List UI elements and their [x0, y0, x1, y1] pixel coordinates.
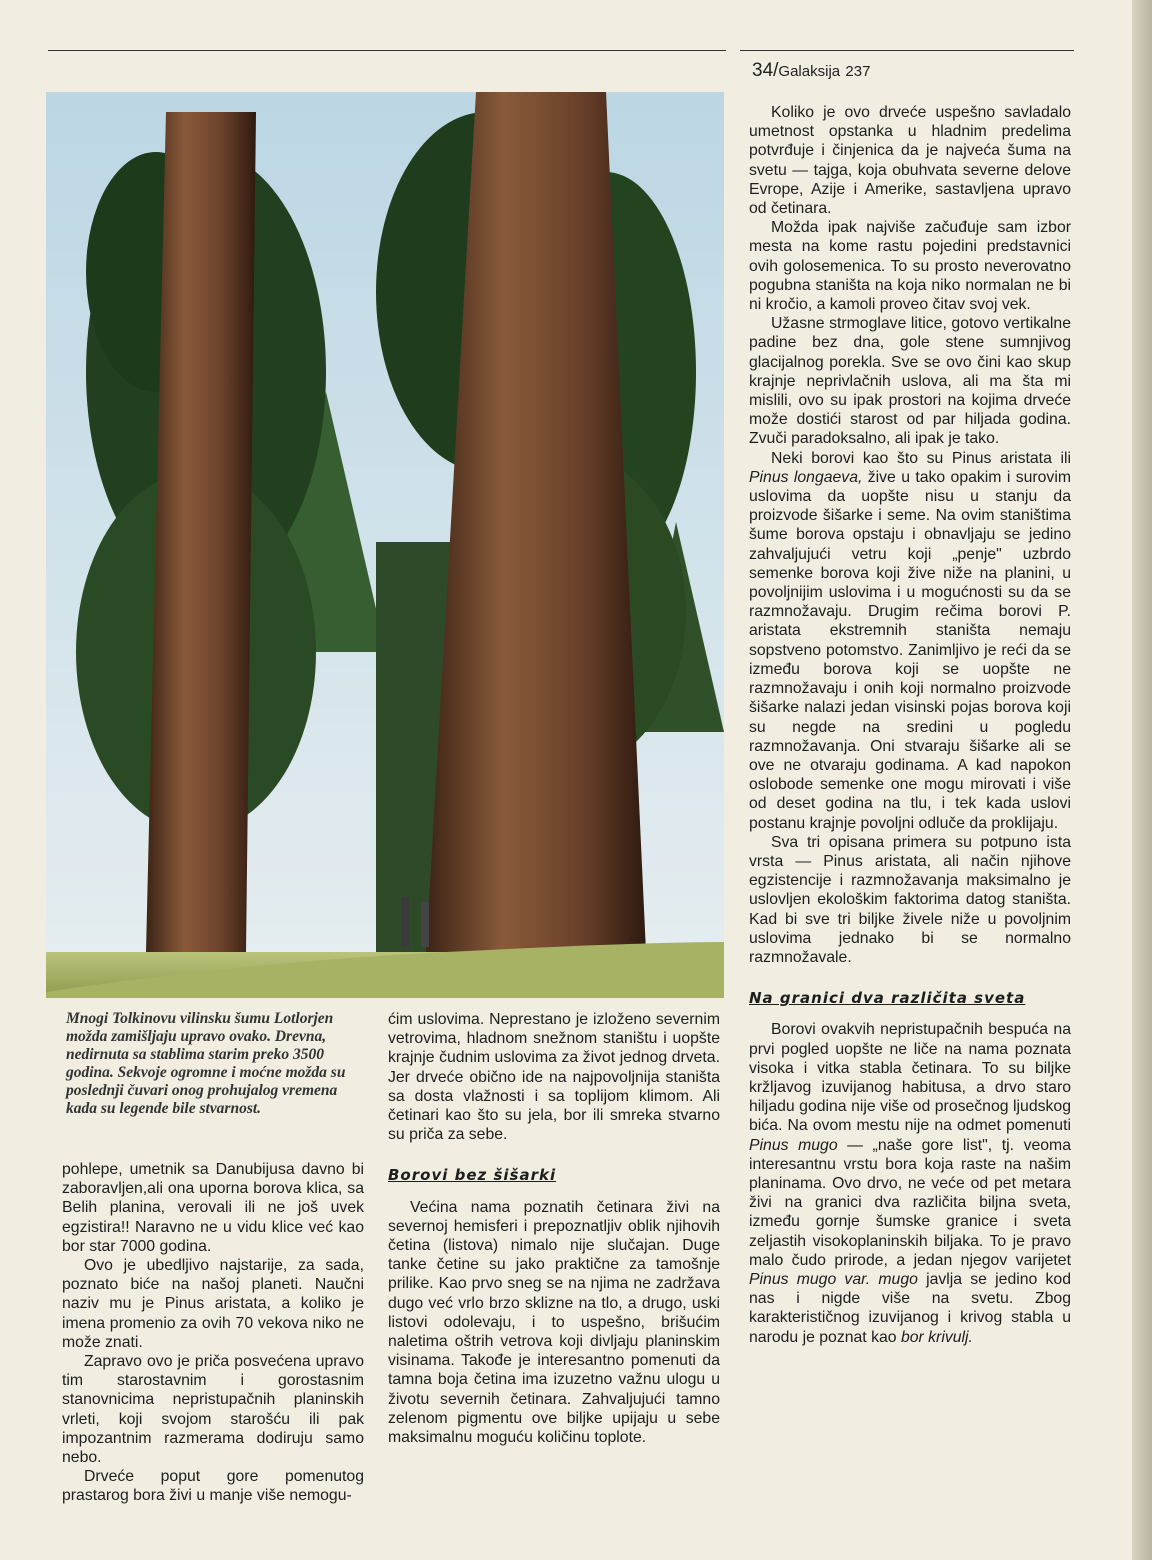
paragraph: Možda ipak najviše začuđuje sam izbor mesta na kome rastu pojedini predstavnici ovih golosemenica. To su prosto neverovatno pogubna staništa na koja niko normalan ne bi ni kročio, a kamoli proveo čitav svoj vek.	[749, 219, 1071, 314]
article-column-3	[749, 103, 1071, 1347]
article-column-2	[388, 1010, 720, 1447]
text-span: Neki borovi kao što su Pinus aristata ili	[771, 449, 1071, 467]
section-heading: Na granici dva različita sveta	[749, 989, 1026, 1008]
text-span: Borovi ovakvih nepristupačnih bespuća na prvi pogled uopšte ne liče na nama poznata visoka i vitka stabla četinara. To su biljke kržljavog izuvijanog habitusa, a drvo staro hiljadu godina nije više od prosečnog ljudskog bića. Na ovom mestu nije na odmet pomenuti	[749, 1021, 1071, 1135]
sequoia-forest-photo	[46, 92, 724, 998]
paragraph	[749, 1020, 1071, 1346]
paragraph: Sva tri opisana primera su potpuno ista vrsta — Pinus aristata, ali način njihove egzistencije i razmnožavanja maksimalno je uslovljen ekološkim faktorima datog staništa. Kad bi sve tri biljke živele niže u povoljnim uslovima jednako bi se normalno razmnožavale.	[749, 833, 1071, 966]
magazine-name: Galaksija	[778, 63, 841, 80]
paragraph: Većina nama poznatih četinara živi na severnoj hemisferi i prepoznatljiv oblik njihovih četina (listova) nimalo nije slučajan. Duge tanke četine su jako praktične za tamošnje prilike. Kao prvo sneg se na njima ne zadržava dugo već vrlo brzo sklizne na tlo, a drugo, uski listovi odolevaju, i to uspešno, brišućim naletima oštrih vetrova koji divljaju planinskim visinama. Takođe je interesantno pomenuti da tamna boja četina ima izuzetno važnu ulogu u životu severnih četinara. Zahvaljujući tamno zelenom pigmentu ove biljke upijaju u sebe maksimalnu moguću količinu toplote.	[388, 1198, 720, 1447]
paragraph: ćim uslovima. Neprestano je izloženo severnim vetrovima, hladnom snežnom staništu i uopšte krajnje čudnim uslovima za život jednog drveta. Jer drveće obično ide na najpovoljnija staništa sa dosta vlažnosti i sa toplijom klimom. Ali četinari kao što su jela, bor ili smreka stvarno su priča za sebe.	[388, 1011, 720, 1144]
paragraph: Užasne strmoglave litice, gotovo vertikalne padine bez dna, gole stene sumnjivog glacijalnog porekla. Sve se ovo čini kao skup krajnje neprivlačnih uslova, ali ma šta mi mislili, ovo su ipak prostori na kojima drveće može dostići starost od par hiljada godina. Zvuči paradoksalno, ali ipak je tako.	[749, 315, 1071, 448]
issue-number: 34/	[752, 60, 779, 81]
text-span: žive u tako opakim i surovim uslovima da uopšte nisu u stanju da proizvode šišarke i seme. Na ovim staništima šume borova opstaju i obnavljaju se jedino zahvaljujući vetru koji „penje" uzbrdo semenke borova koji žive niže na planini, u povoljnijim uslovima i u mogućnosti su da se razmnožavaju. Drugim rečima borovi P. aristata ekstremnih staništa nemaju sopstveno potomstvo. Zanimljivo je reći da se između borova koji se uopšte ne razmnožavaju i onih koji normalno proizvode šišarke nalazi jedan visinski pojas borova koji su negde na sredini u pogledu razmnožavanja. Oni stvaraju šišarke ali se ove ne otvaraju godinama. A kad napokon oslobode semenke one mogu mirovati i više od deset godina na tlu, i tek kada uslovi postanu krajnje povoljni odluče da proklijaju.	[749, 468, 1071, 832]
page-number: 237	[845, 63, 871, 80]
article-column-1	[62, 1160, 364, 1506]
paragraph: Drveće poput gore pomenutog prastarog bora živi u manje više nemogu-	[62, 1468, 364, 1505]
species-name: Pinus mugo	[749, 1136, 838, 1154]
species-name: Pinus longaeva,	[749, 468, 863, 486]
text-span: — „naše gore list", tj. veoma interesantnu vrstu bora koja raste na našim planinama. Ovo drvo, ne veće od pet metara živi na granici dva različita biljna sveta, između gornje šumske granice i sveta zeljastih visokoplaninskih biljaka. To je pravo malo čudo prirode, a jedan njegov varijetet	[749, 1136, 1071, 1269]
paragraph: Ovo je ubedljivo najstarije, za sada, poznato biće na našoj planeti. Naučni naziv mu je Pinus aristata, a koliko je imena promenio za ovih 70 vekova niko ne može znati.	[62, 1257, 364, 1351]
page-header	[752, 60, 870, 82]
species-name: Pinus mugo var. mugo	[749, 1270, 918, 1288]
section-heading: Borovi bez šišarki	[388, 1166, 557, 1185]
common-name: bor krivulj.	[900, 1328, 973, 1346]
photo-caption: Mnogi Tolkinovu vilinsku šumu Lotlorjen možda zamišljaju upravo ovako. Drevna, nedirnuta sa stablima starim preko 3500 godina. Sekvoje ogromne i moćne možda su poslednji čuvari onog prohujalog vremena kada su legende bile stvarnost.	[66, 1010, 346, 1117]
page-edge	[1132, 0, 1152, 1560]
paragraph: Zapravo ovo je priča posvećena upravo tim starostavnim i gorostasnim stanovnicima nepristupačnih planinskih vrleti, koji svojom starošću ili pak impozantnim razmerama dodiruju samo nebo.	[62, 1353, 364, 1467]
paragraph	[749, 449, 1071, 833]
top-rule-left	[48, 50, 726, 51]
paragraph: pohlepe, umetnik sa Danubijusa davno bi zaboravljen,ali ona uporna borova klica, sa Belih planina, verovali ili ne još uvek egzistira!! Naravno ne u vidu klice već kao bor star 7000 godina.	[62, 1161, 364, 1255]
top-rule-right	[740, 50, 1074, 51]
text-span: javlja se jedino kod nas i nigde više na svetu. Zbog karakterističnog izuvijanog i krivog stabla u narodu je poznat kao	[749, 1270, 1071, 1346]
paragraph: Koliko je ovo drveće uspešno savladalo umetnost opstanka u hladnim predelima potvrđuje i činjenica da je najveća šuma na svetu — tajga, koja obuhvata severne delove Evrope, Azije i Amerike, sastavljena upravo od četinara.	[749, 104, 1071, 218]
